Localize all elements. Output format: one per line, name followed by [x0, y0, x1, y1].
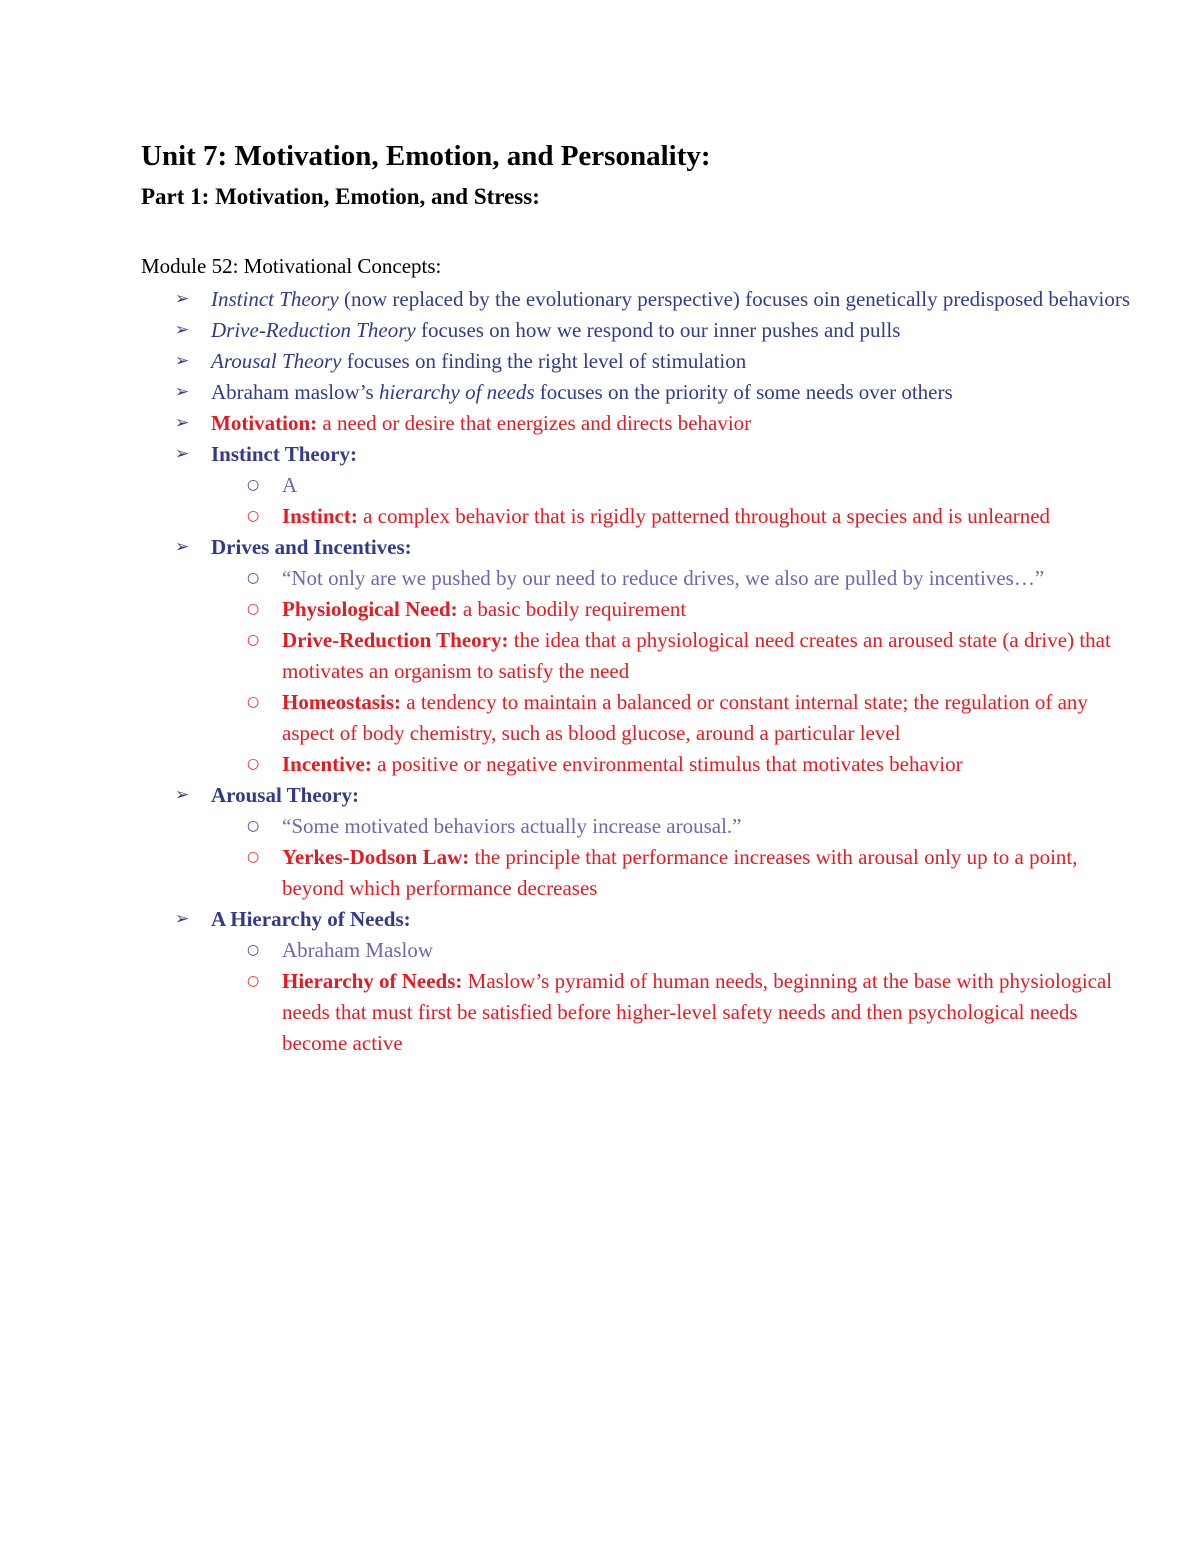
definition: a tendency to maintain a balanced or constant internal state; the regulation of any aspect of body chemistry, such as blood glucose, around a particular level — [282, 690, 1088, 745]
section-heading: Instinct Theory: — [211, 442, 358, 466]
term: hierarchy of needs — [378, 380, 535, 404]
circle-bullet-icon: ○ — [247, 818, 260, 834]
definition: (now replaced by the evolutionary perspective) focuses oin genetically predisposed behaviors — [338, 287, 1131, 311]
arrow-bullet-icon: ➢ — [175, 413, 190, 433]
definition: a need or desire that energizes and directs behavior — [317, 411, 752, 435]
sub-text: Abraham Maslow — [282, 938, 434, 962]
sub-item — [141, 935, 1141, 966]
quote: “Some motivated behaviors actually increase arousal.” — [282, 814, 742, 838]
term: Drive-Reduction Theory: — [282, 628, 509, 652]
circle-bullet-icon: ○ — [247, 942, 260, 958]
definition: a positive or negative environmental stimulus that motivates behavior — [371, 752, 963, 776]
circle-bullet-icon: ○ — [247, 632, 260, 648]
circle-bullet-icon: ○ — [247, 973, 260, 989]
circle-bullet-icon: ○ — [247, 508, 260, 524]
list-item — [141, 532, 1141, 563]
list-item — [141, 408, 1141, 439]
term: Instinct Theory — [211, 287, 339, 311]
section-heading: Arousal Theory: — [211, 783, 359, 807]
sub-item — [141, 811, 1141, 842]
sub-item — [141, 594, 1141, 625]
arrow-bullet-icon: ➢ — [175, 909, 190, 929]
circle-bullet-icon: ○ — [247, 756, 260, 772]
circle-bullet-icon: ○ — [247, 570, 260, 586]
sub-item — [141, 966, 1141, 1059]
term: Incentive: — [282, 752, 372, 776]
sub-text: A — [282, 473, 298, 497]
sub-item — [141, 687, 1141, 749]
module-heading: Module 52: Motivational Concepts: — [141, 254, 442, 278]
definition: focuses on finding the right level of stimulation — [341, 349, 747, 373]
definition: the principle that performance increases with arousal only up to a point, beyond which performance decreases — [282, 845, 1078, 900]
term: Hierarchy of Needs: — [282, 969, 463, 993]
notes-list — [141, 284, 1141, 1059]
term: Homeostasis: — [282, 690, 401, 714]
sub-item — [141, 501, 1141, 532]
list-item — [141, 284, 1141, 315]
term: Instinct: — [282, 504, 358, 528]
prefix: Abraham maslow’s — [211, 380, 379, 404]
sub-item — [141, 625, 1141, 687]
part-heading: Part 1: Motivation, Emotion, and Stress: — [141, 184, 540, 209]
list-item — [141, 377, 1141, 408]
sub-item — [141, 842, 1141, 904]
list-item — [141, 439, 1141, 470]
arrow-bullet-icon: ➢ — [175, 289, 190, 309]
term: Physiological Need: — [282, 597, 458, 621]
term: Motivation: — [211, 411, 318, 435]
sub-item — [141, 749, 1141, 780]
definition: focuses on how we respond to our inner pushes and pulls — [415, 318, 901, 342]
list-item — [141, 904, 1141, 935]
circle-bullet-icon: ○ — [247, 694, 260, 710]
arrow-bullet-icon: ➢ — [175, 351, 190, 371]
list-item — [141, 346, 1141, 377]
arrow-bullet-icon: ➢ — [175, 537, 190, 557]
arrow-bullet-icon: ➢ — [175, 785, 190, 805]
term: Drive-Reduction Theory — [211, 318, 416, 342]
definition: a basic bodily requirement — [457, 597, 687, 621]
circle-bullet-icon: ○ — [247, 601, 260, 617]
sub-item — [141, 470, 1141, 501]
arrow-bullet-icon: ➢ — [175, 320, 190, 340]
definition: the idea that a physiological need creates an aroused state (a drive) that motivates an organism to satisfy the need — [282, 628, 1111, 683]
quote: “Not only are we pushed by our need to reduce drives, we also are pulled by incentives…” — [282, 566, 1045, 590]
list-item — [141, 780, 1141, 811]
definition: a complex behavior that is rigidly patterned throughout a species and is unlearned — [357, 504, 1051, 528]
arrow-bullet-icon: ➢ — [175, 444, 190, 464]
document-title: Unit 7: Motivation, Emotion, and Personality: — [141, 140, 711, 172]
section-heading: Drives and Incentives: — [211, 535, 412, 559]
term: Arousal Theory — [211, 349, 342, 373]
section-heading: A Hierarchy of Needs: — [211, 907, 411, 931]
list-item — [141, 315, 1141, 346]
sub-item — [141, 563, 1141, 594]
term: Yerkes-Dodson Law: — [282, 845, 470, 869]
circle-bullet-icon: ○ — [247, 849, 260, 865]
definition: focuses on the priority of some needs over others — [534, 380, 953, 404]
circle-bullet-icon: ○ — [247, 477, 260, 493]
arrow-bullet-icon: ➢ — [175, 382, 190, 402]
definition: Maslow’s pyramid of human needs, beginning at the base with physiological needs that must first be satisfied before higher-level safety needs and then psychological needs become active — [282, 969, 1113, 1055]
